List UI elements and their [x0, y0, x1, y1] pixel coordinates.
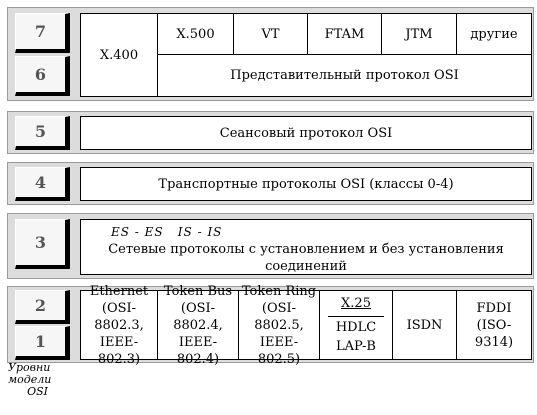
tokenbus-ieee: IEEE-802.4)	[176, 334, 220, 367]
x25-label: X.25	[341, 296, 371, 311]
network-line-2: соединений	[265, 259, 347, 274]
fddi-number: 9314)	[474, 334, 514, 350]
fddi-box	[456, 290, 532, 360]
network-line-1: Сетевые протоколы с установлением и без установления	[108, 242, 504, 257]
network-protocols-box	[80, 219, 532, 275]
level-1: 1	[15, 326, 70, 360]
lapb-label: LAP-B	[335, 339, 376, 354]
caption-line-1: Уровни	[8, 361, 51, 374]
x25-hdlc-box	[319, 290, 393, 360]
session-protocol-box: Сеансовый протокол OSI	[80, 116, 532, 150]
tokenring-ieee: IEEE-802.5)	[257, 334, 301, 367]
presentation-protocol-box: Представительный протокол OSI	[157, 54, 532, 97]
is-is-label: IS - IS	[177, 225, 223, 239]
osi-levels-caption	[8, 361, 52, 398]
caption-line-2: модели	[8, 373, 52, 386]
es-es-label: ES - ES	[111, 225, 164, 239]
level-4: 4	[15, 167, 70, 201]
tokenring-name: Token Ring	[241, 283, 317, 299]
ethernet-box	[80, 283, 158, 367]
isdn-box: ISDN	[392, 290, 457, 360]
tokenbus-name: Token Bus	[163, 283, 233, 299]
level-6: 6	[15, 56, 70, 96]
vt-box: VT	[233, 13, 308, 55]
tokenbus-box	[157, 283, 239, 367]
caption-line-3: OSI	[27, 385, 48, 398]
other-box: другие	[456, 13, 532, 55]
ethernet-osi: (OSI-8802.3,	[94, 300, 144, 333]
transport-protocols-box: Транспортные протоколы OSI (классы 0-4)	[80, 167, 532, 201]
hdlc-label: HDLC	[328, 316, 384, 336]
jtm-box: JTM	[381, 13, 457, 55]
level-3: 3	[15, 219, 70, 269]
tokenring-box	[238, 283, 320, 367]
level-5: 5	[15, 116, 70, 150]
x500-box: X.500	[157, 13, 234, 55]
ftam-box: FTAM	[307, 13, 382, 55]
fddi-iso: (ISO-	[476, 317, 512, 333]
level-2: 2	[15, 290, 70, 324]
ethernet-ieee: IEEE-802.3)	[97, 334, 141, 367]
ethernet-name: Ethernet	[89, 283, 149, 299]
tokenbus-osi: (OSI-8802.4,	[173, 300, 223, 333]
es-is-line	[87, 224, 525, 241]
fddi-name: FDDI	[476, 300, 512, 316]
x400-box: X.400	[80, 13, 158, 97]
tokenring-osi: (OSI-8802.5,	[254, 300, 304, 333]
level-7: 7	[15, 13, 70, 53]
